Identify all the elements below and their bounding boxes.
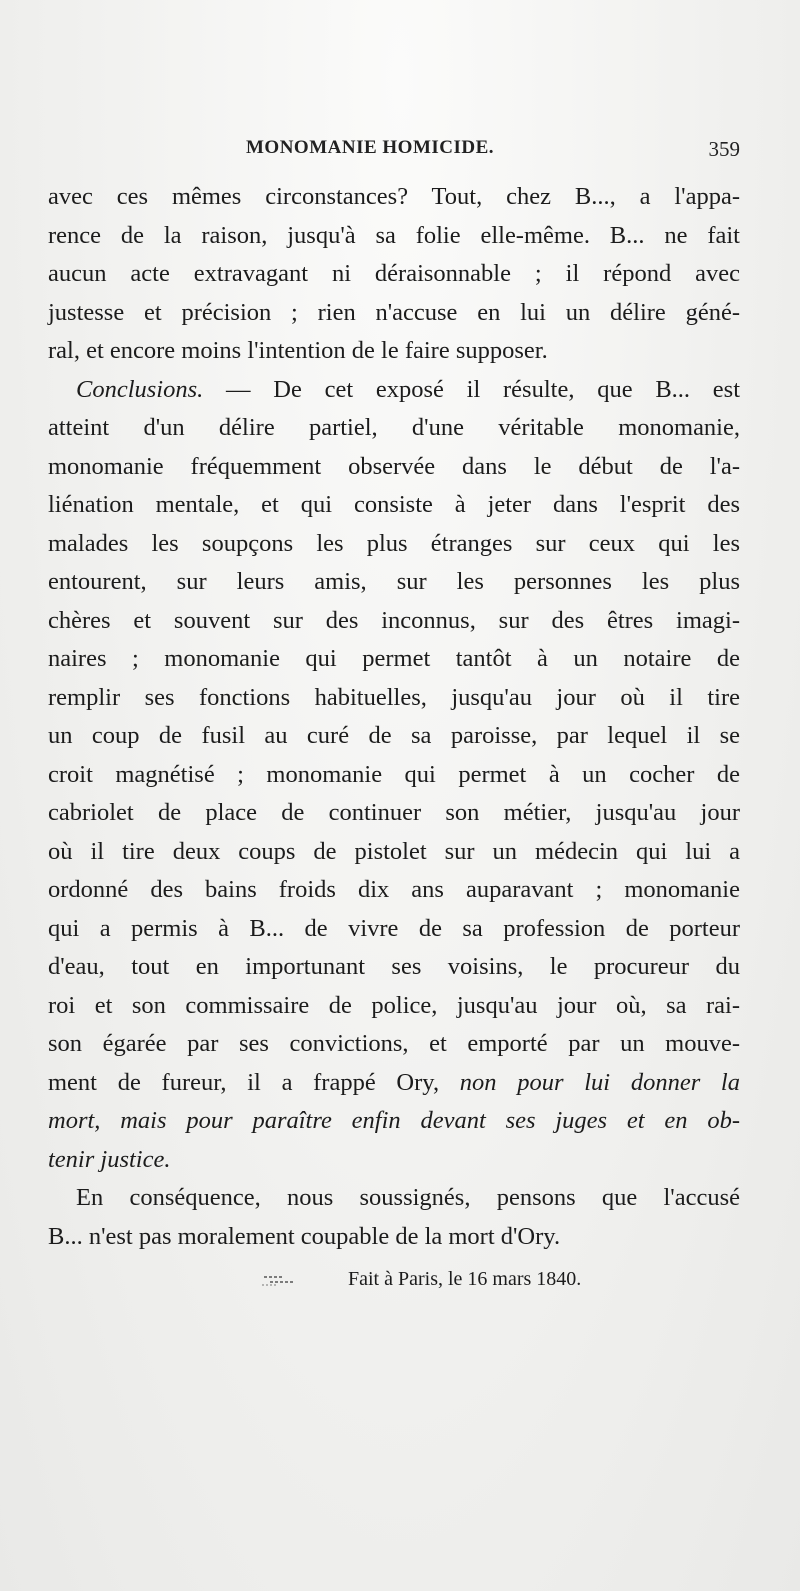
body-text	[48, 178, 740, 1256]
line-start: ment de fureur, il a frappé Ory,	[48, 1068, 460, 1096]
signoff	[260, 1268, 680, 1291]
conclusions-label: Conclusions.	[76, 375, 204, 403]
text-line: atteint d'un délire partiel, d'une véritable monomanie,	[48, 414, 740, 441]
text-line: entourent, sur leurs amis, sur les personnes les plus	[48, 568, 740, 595]
text-line: cabriolet de place de continuer son métier, jusqu'au jour	[48, 799, 740, 826]
text-line: rence de la raison, jusqu'à sa folie elle-même. B... ne fait	[48, 221, 740, 249]
mixed-line	[48, 1064, 740, 1103]
italic-line-end: tenir justice.	[48, 1145, 171, 1173]
text-line: En conséquence, nous soussignés, pensons que l'accusé	[76, 1184, 740, 1211]
running-title: MONOMANIE HOMICIDE.	[246, 137, 495, 158]
page-number: 359	[708, 137, 740, 161]
italic-line: mort, mais pour paraître enfin devant ses juges et en ob-	[48, 1107, 740, 1134]
conclusions-line	[48, 371, 740, 410]
text-line: ral, et encore moins l'intention de le faire supposer.	[48, 337, 548, 364]
text-line: roi et son commissaire de police, jusqu'au jour où, sa rai-	[48, 991, 740, 1019]
dash-ornament-icon	[260, 1273, 322, 1287]
text-line: d'eau, tout en importunant ses voisins, le procureur du	[48, 953, 740, 980]
text-line: naires ; monomanie qui permet tantôt à un notaire de	[48, 645, 740, 672]
text-line: remplir ses fonctions habituelles, jusqu'au jour où il tire	[48, 683, 740, 711]
text-line: qui a permis à B... de vivre de sa profession de porteur	[48, 914, 740, 942]
text-line: justesse et précision ; rien n'accuse en lui un délire géné-	[48, 298, 740, 326]
text-line: où il tire deux coups de pistolet sur un médecin qui lui a	[48, 837, 740, 865]
text-line: chères et souvent sur des inconnus, sur des êtres imagi-	[48, 606, 740, 634]
text-line: malades les soupçons les plus étranges sur ceux qui les	[48, 529, 740, 557]
conclusions-rest: — De cet exposé il résulte, que B... est	[226, 375, 740, 403]
text-line: son égarée par ses convictions, et emporté par un mouve-	[48, 1030, 740, 1057]
text-line: monomanie fréquemment observée dans le début de l'a-	[48, 452, 740, 480]
text-line: ordonné des bains froids dix ans auparavant ; monomanie	[48, 876, 740, 903]
text-line: avec ces mêmes circonstances? Tout, chez B..., a l'appa-	[48, 183, 740, 210]
text-line: B... n'est pas moralement coupable de la mort d'Ory.	[48, 1222, 561, 1250]
text-line: liénation mentale, et qui consiste à jeter dans l'esprit des	[48, 491, 740, 518]
signoff-text: Fait à Paris, le 16 mars 1840.	[348, 1268, 582, 1290]
running-head	[48, 137, 748, 173]
text-line: un coup de fusil au curé de sa paroisse, par lequel il se	[48, 722, 740, 749]
italic-phrase: non pour lui donner la	[459, 1068, 740, 1096]
text-line: croit magnétisé ; monomanie qui permet à un cocher de	[48, 760, 740, 788]
text-line: aucun acte extravagant ni déraisonnable ; il répond avec	[48, 260, 740, 287]
show-through-decoration	[60, 1296, 750, 1334]
